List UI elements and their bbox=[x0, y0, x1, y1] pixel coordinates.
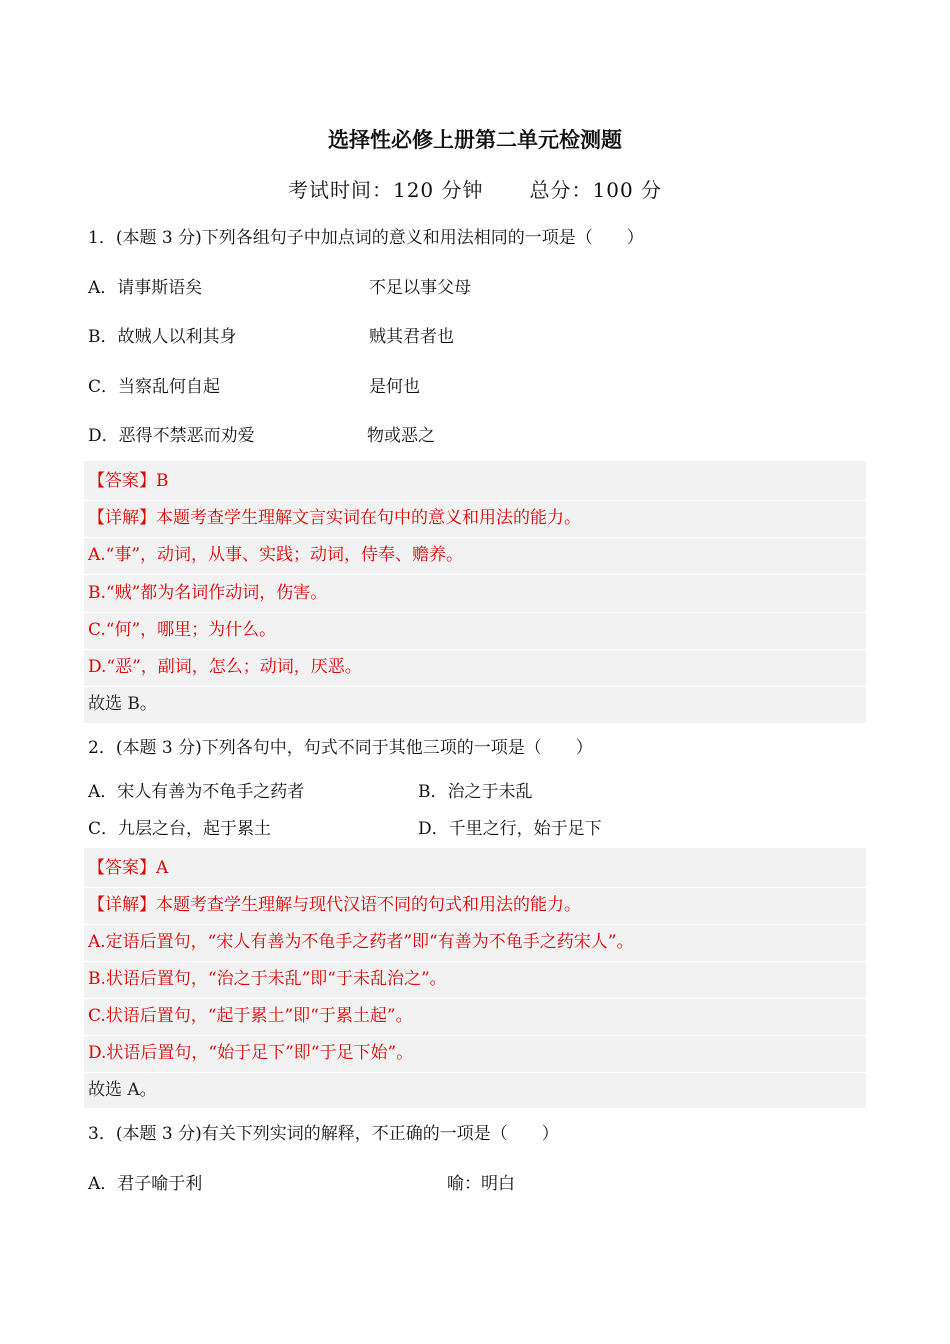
q2-conclusion: 故选 A。 bbox=[88, 1080, 157, 1100]
document-title: 选择性必修上册第二单元检测题 bbox=[328, 128, 622, 152]
q2-explanation: 【详解】本题考查学生理解与现代汉语不同的句式和用法的能力。 bbox=[88, 895, 581, 915]
exam-score: 总分：100 分 bbox=[529, 178, 663, 202]
q2-explain-c: C.状语后置句，“起于累土”即“于累土起”。 bbox=[88, 1006, 413, 1026]
q2-option-b: B．治之于未乱 bbox=[418, 782, 533, 802]
q3-option-a-pair: 喻：明白 bbox=[447, 1174, 515, 1194]
question-2-stem: 2．(本题 3 分)下列各句中，句式不同于其他三项的一项是（ ） bbox=[88, 738, 593, 758]
q1-explain-a: A.“事”，动词，从事、实践；动词，侍奉、赡养。 bbox=[88, 545, 464, 565]
exam-info bbox=[0, 174, 950, 203]
question-1-stem: 1．(本题 3 分)下列各组句子中加点词的意义和用法相同的一项是（ ） bbox=[88, 228, 644, 248]
q1-explanation: 【详解】本题考查学生理解文言实词在句中的意义和用法的能力。 bbox=[88, 508, 581, 528]
q1-option-a: A．请事斯语矣 bbox=[88, 278, 203, 298]
q1-option-d-pair: 物或恶之 bbox=[367, 426, 435, 446]
q1-explain-b: B.“贼”都为名词作动词，伤害。 bbox=[88, 583, 328, 603]
q2-option-d: D．千里之行，始于足下 bbox=[418, 819, 602, 839]
q2-answer: 【答案】A bbox=[88, 858, 169, 878]
exam-time: 考试时间：120 分钟 bbox=[287, 178, 484, 202]
q2-explain-a: A.定语后置句，“宋人有善为不龟手之药者”即“有善为不龟手之药宋人”。 bbox=[88, 932, 634, 952]
question-3-stem: 3．(本题 3 分)有关下列实词的解释，不正确的一项是（ ） bbox=[88, 1124, 559, 1144]
q1-option-a-pair: 不足以事父母 bbox=[369, 278, 471, 298]
q1-option-c: C．当察乱何自起 bbox=[88, 377, 221, 397]
q1-explain-d: D.“恶”，副词，怎么；动词，厌恶。 bbox=[88, 657, 362, 677]
q1-answer-box bbox=[84, 461, 866, 723]
q2-explain-b: B.状语后置句，“治之于未乱”即“于未乱治之”。 bbox=[88, 969, 447, 989]
q1-option-b-pair: 贼其君者也 bbox=[369, 327, 454, 347]
q2-option-c: C．九层之台，起于累土 bbox=[88, 819, 272, 839]
q2-answer-box bbox=[84, 848, 866, 1108]
q1-option-c-pair: 是何也 bbox=[369, 377, 420, 397]
q1-explain-c: C.“何”，哪里；为什么。 bbox=[88, 620, 277, 640]
q2-option-a: A．宋人有善为不龟手之药者 bbox=[88, 782, 305, 802]
q3-option-a: A．君子喻于利 bbox=[88, 1174, 203, 1194]
q2-explain-d: D.状语后置句，“始于足下”即“于足下始”。 bbox=[88, 1043, 414, 1063]
q1-answer: 【答案】B bbox=[88, 471, 169, 491]
q1-conclusion: 故选 B。 bbox=[88, 694, 157, 714]
q1-option-d: D．恶得不禁恶而劝爱 bbox=[88, 426, 255, 446]
q1-option-b: B．故贼人以利其身 bbox=[88, 327, 237, 347]
